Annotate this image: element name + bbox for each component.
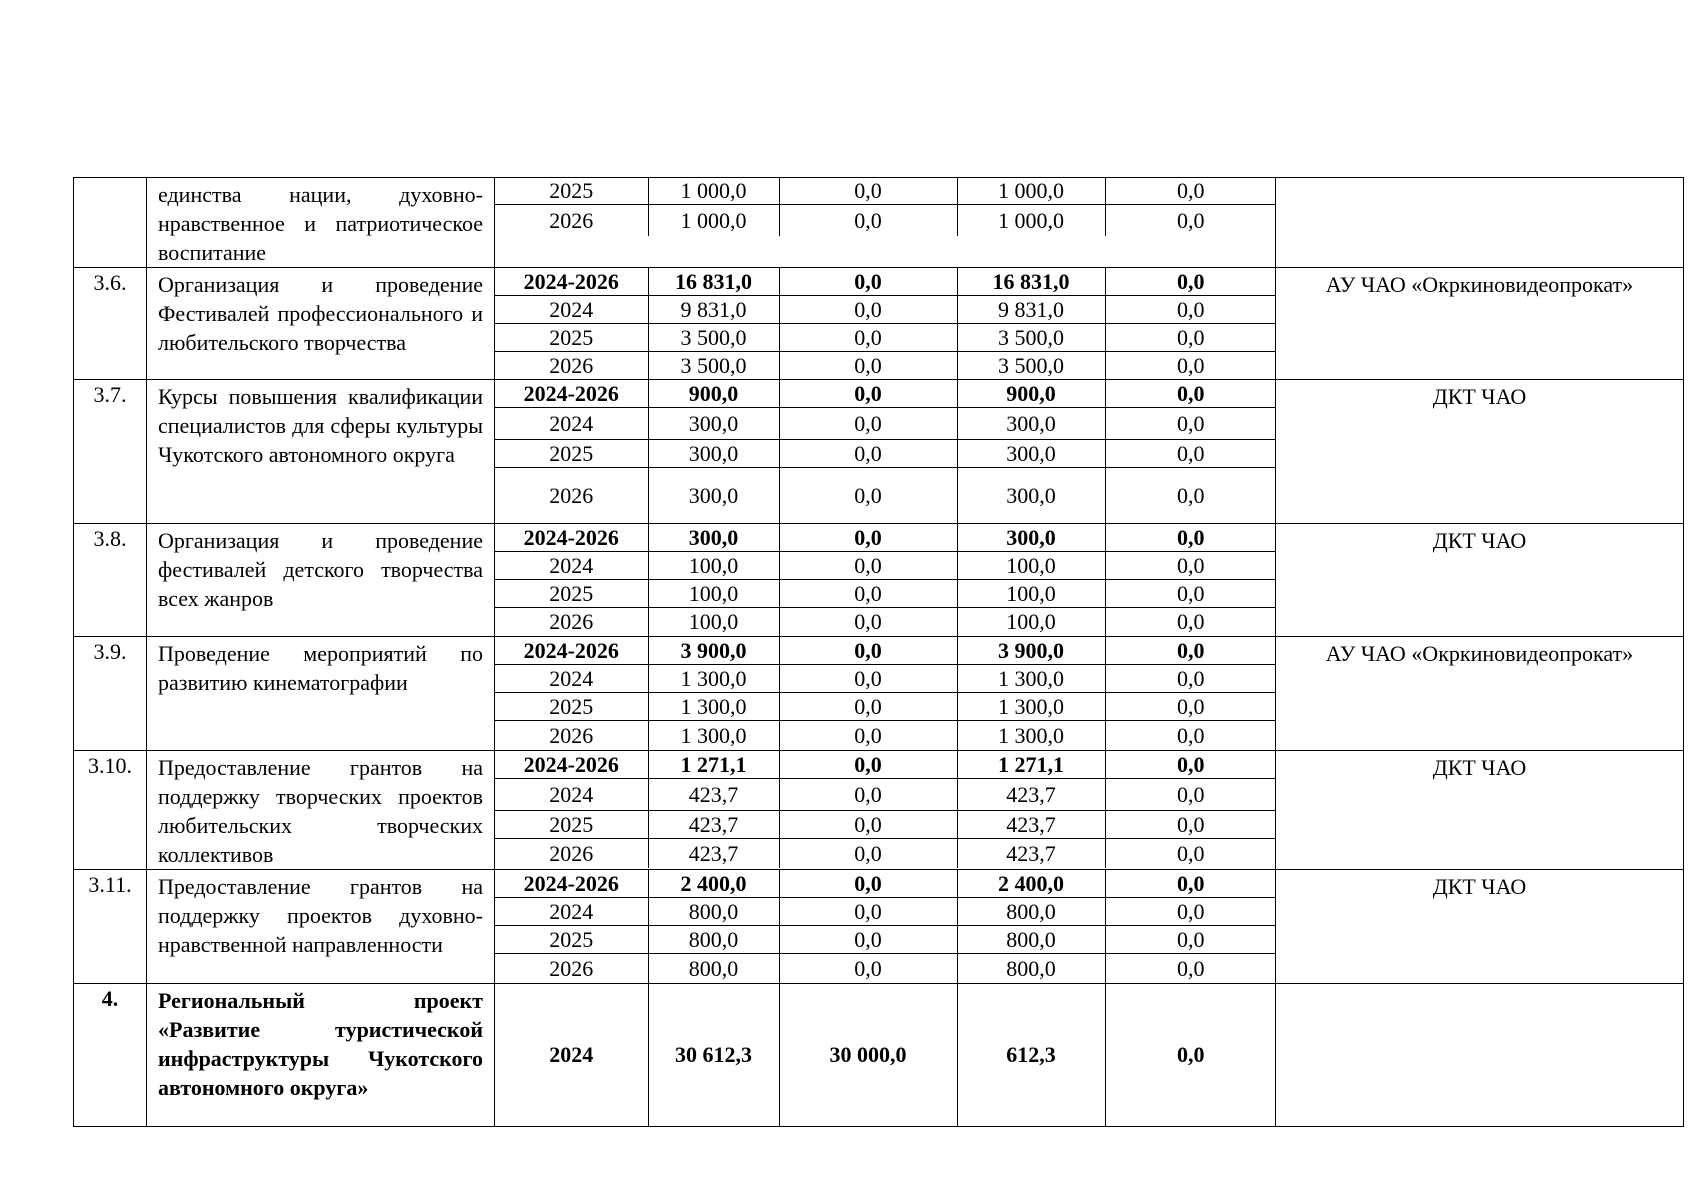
funding-reg: 1 300,0 — [957, 721, 1105, 751]
funding-fed: 0,0 — [779, 839, 957, 869]
funding-other: 0,0 — [1177, 955, 1205, 981]
funding-other: 0,0 — [1105, 380, 1276, 408]
funding-reg: 423,7 — [957, 779, 1105, 811]
funding-breakdown — [495, 637, 1276, 751]
funding-fed: 0,0 — [779, 205, 957, 237]
funding-line — [495, 637, 1276, 665]
table-row — [74, 268, 1684, 380]
funding-year: 2026 — [495, 839, 648, 869]
funding-reg: 300,0 — [957, 468, 1105, 524]
funding-line — [495, 268, 1276, 296]
funding-fed: 0,0 — [779, 408, 957, 440]
row-number: 3.6. — [74, 268, 147, 380]
funding-fed: 0,0 — [779, 926, 957, 954]
funding-line — [495, 665, 1276, 693]
funding-line — [495, 440, 1276, 468]
funding-other: 0,0 — [1105, 751, 1276, 779]
funding-fed: 30 000,0 — [779, 984, 957, 1126]
funding-subtable — [495, 637, 1276, 750]
funding-year: 2024 — [495, 552, 648, 580]
funding-subtable — [495, 984, 1276, 1126]
funding-breakdown — [495, 870, 1276, 984]
funding-reg: 300,0 — [957, 440, 1105, 468]
funding-fed: 0,0 — [779, 811, 957, 839]
funding-total: 300,0 — [648, 408, 779, 440]
funding-total: 423,7 — [648, 811, 779, 839]
funding-line — [495, 898, 1276, 926]
funding-total: 1 000,0 — [648, 178, 779, 205]
funding-other: 0,0 — [1177, 352, 1205, 378]
funding-other: 0,0 — [1105, 870, 1276, 898]
funding-fed: 0,0 — [779, 324, 957, 352]
funding-year: 2024-2026 — [495, 380, 648, 408]
row-number: 3.7. — [74, 380, 147, 524]
funding-other: 0,0 — [1177, 722, 1205, 748]
funding-total: 800,0 — [648, 898, 779, 926]
funding-total: 800,0 — [648, 954, 779, 984]
row-description: Региональный проект «Развитие туристической инфраструктуры Чукотского автономного округа» — [147, 984, 495, 1127]
funding-fed: 0,0 — [779, 380, 957, 408]
table-row — [74, 870, 1684, 984]
funding-year: 2026 — [495, 468, 648, 524]
table-row — [74, 380, 1684, 524]
funding-reg: 1 300,0 — [957, 693, 1105, 721]
funding-total: 30 612,3 — [648, 984, 779, 1126]
funding-year: 2025 — [495, 580, 648, 608]
funding-breakdown — [495, 268, 1276, 380]
funding-fed: 0,0 — [779, 524, 957, 552]
funding-reg: 300,0 — [957, 408, 1105, 440]
funding-total: 423,7 — [648, 839, 779, 869]
executor: ДКТ ЧАО — [1276, 380, 1684, 524]
funding-line — [495, 408, 1276, 440]
funding-other: 0,0 — [1177, 609, 1205, 634]
row-number: 3.11. — [74, 870, 147, 984]
funding-line — [495, 178, 1276, 205]
funding-line — [495, 779, 1276, 811]
table-row — [74, 524, 1684, 637]
funding-reg: 800,0 — [957, 954, 1105, 984]
funding-year: 2025 — [495, 178, 648, 205]
funding-total: 423,7 — [648, 779, 779, 811]
funding-total: 800,0 — [648, 926, 779, 954]
executor: ДКТ ЧАО — [1276, 870, 1684, 984]
row-description: Предоставление грантов на поддержку творческих проектов любительских творческих коллективов — [147, 751, 495, 870]
funding-line — [495, 468, 1276, 524]
funding-reg: 100,0 — [957, 608, 1105, 637]
funding-year: 2024 — [495, 898, 648, 926]
funding-other: 0,0 — [1105, 779, 1276, 811]
row-description: Проведение мероприятий по развитию кинематографии — [147, 637, 495, 751]
funding-year: 2025 — [495, 693, 648, 721]
funding-year: 2024-2026 — [495, 870, 648, 898]
funding-line — [495, 811, 1276, 839]
funding-line — [495, 352, 1276, 380]
funding-reg: 16 831,0 — [957, 268, 1105, 296]
row-description: единства нации, духовно-нравственное и патриотическое воспитание — [147, 178, 495, 268]
funding-fed: 0,0 — [779, 693, 957, 721]
funding-breakdown — [495, 380, 1276, 524]
funding-total: 300,0 — [648, 524, 779, 552]
funding-reg: 1 271,1 — [957, 751, 1105, 779]
funding-year: 2024-2026 — [495, 751, 648, 779]
funding-year: 2026 — [495, 954, 648, 984]
funding-other: 0,0 — [1105, 665, 1276, 693]
executor: АУ ЧАО «Окркиновидеопрокат» — [1276, 268, 1684, 380]
funding-fed: 0,0 — [779, 352, 957, 380]
funding-year: 2024-2026 — [495, 524, 648, 552]
funding-other: 0,0 — [1105, 926, 1276, 954]
funding-other: 0,0 — [1105, 552, 1276, 580]
funding-reg: 100,0 — [957, 580, 1105, 608]
funding-year: 2024 — [495, 296, 648, 324]
executor — [1276, 178, 1684, 268]
funding-other: 0,0 — [1105, 693, 1276, 721]
funding-other: 0,0 — [1105, 408, 1276, 440]
funding-subtable — [495, 268, 1276, 379]
table-row — [74, 637, 1684, 751]
funding-breakdown — [495, 984, 1276, 1127]
funding-total: 3 500,0 — [648, 324, 779, 352]
funding-other: 0,0 — [1105, 637, 1276, 665]
program-table — [73, 177, 1684, 1127]
funding-line — [495, 380, 1276, 408]
funding-year: 2024 — [495, 408, 648, 440]
funding-year: 2025 — [495, 926, 648, 954]
funding-year: 2024 — [495, 779, 648, 811]
funding-fed: 0,0 — [779, 870, 957, 898]
funding-total: 100,0 — [648, 552, 779, 580]
funding-other: 0,0 — [1105, 296, 1276, 324]
funding-fed: 0,0 — [779, 178, 957, 205]
funding-fed: 0,0 — [779, 552, 957, 580]
funding-year: 2025 — [495, 440, 648, 468]
funding-fed: 0,0 — [779, 721, 957, 751]
funding-year: 2026 — [495, 721, 648, 751]
funding-other: 0,0 — [1105, 268, 1276, 296]
funding-fed: 0,0 — [779, 751, 957, 779]
funding-total: 16 831,0 — [648, 268, 779, 296]
funding-line — [495, 954, 1276, 984]
funding-line — [495, 608, 1276, 637]
funding-fed: 0,0 — [779, 779, 957, 811]
funding-year: 2024 — [495, 984, 648, 1126]
funding-total: 3 500,0 — [648, 352, 779, 380]
funding-total: 9 831,0 — [648, 296, 779, 324]
funding-other: 0,0 — [1105, 440, 1276, 468]
funding-reg: 3 500,0 — [957, 352, 1105, 380]
funding-fed: 0,0 — [779, 468, 957, 524]
funding-fed: 0,0 — [779, 440, 957, 468]
table-row — [74, 984, 1684, 1127]
funding-line — [495, 870, 1276, 898]
funding-fed: 0,0 — [779, 580, 957, 608]
funding-reg: 900,0 — [957, 380, 1105, 408]
funding-reg: 1 300,0 — [957, 665, 1105, 693]
funding-other: 0,0 — [1105, 178, 1276, 205]
funding-reg: 1 000,0 — [957, 178, 1105, 205]
funding-subtable — [495, 380, 1276, 523]
funding-line — [495, 552, 1276, 580]
funding-year: 2026 — [495, 205, 648, 237]
funding-year: 2026 — [495, 608, 648, 637]
row-description: Организация и проведение фестивалей детского творчества всех жанров — [147, 524, 495, 637]
funding-fed: 0,0 — [779, 637, 957, 665]
funding-line — [495, 839, 1276, 869]
funding-reg: 1 000,0 — [957, 205, 1105, 237]
funding-other: 0,0 — [1177, 1042, 1205, 1067]
funding-year: 2024-2026 — [495, 268, 648, 296]
table-row — [74, 751, 1684, 870]
funding-other: 0,0 — [1105, 580, 1276, 608]
funding-reg: 3 500,0 — [957, 324, 1105, 352]
funding-total: 1 300,0 — [648, 693, 779, 721]
funding-line — [495, 984, 1276, 1126]
funding-other: 0,0 — [1105, 324, 1276, 352]
funding-reg: 2 400,0 — [957, 870, 1105, 898]
funding-line — [495, 524, 1276, 552]
funding-other: 0,0 — [1105, 524, 1276, 552]
executor: ДКТ ЧАО — [1276, 524, 1684, 637]
executor: АУ ЧАО «Окркиновидеопрокат» — [1276, 637, 1684, 751]
funding-other: 0,0 — [1177, 840, 1205, 866]
funding-year: 2024 — [495, 665, 648, 693]
funding-reg: 612,3 — [957, 984, 1105, 1126]
funding-year: 2025 — [495, 811, 648, 839]
funding-total: 2 400,0 — [648, 870, 779, 898]
funding-line — [495, 205, 1276, 237]
funding-total: 1 000,0 — [648, 205, 779, 237]
funding-reg: 100,0 — [957, 552, 1105, 580]
funding-subtable — [495, 751, 1276, 868]
funding-line — [495, 751, 1276, 779]
funding-total: 100,0 — [648, 580, 779, 608]
funding-breakdown — [495, 751, 1276, 870]
funding-fed: 0,0 — [779, 608, 957, 637]
funding-year: 2025 — [495, 324, 648, 352]
funding-other: 0,0 — [1105, 811, 1276, 839]
funding-reg: 423,7 — [957, 811, 1105, 839]
funding-fed: 0,0 — [779, 898, 957, 926]
funding-subtable — [495, 178, 1276, 236]
funding-line — [495, 580, 1276, 608]
funding-breakdown — [495, 178, 1276, 268]
funding-reg: 3 900,0 — [957, 637, 1105, 665]
funding-subtable — [495, 524, 1276, 636]
funding-other: 0,0 — [1105, 898, 1276, 926]
table-row — [74, 178, 1684, 268]
funding-fed: 0,0 — [779, 268, 957, 296]
funding-fed: 0,0 — [779, 954, 957, 984]
funding-total: 300,0 — [648, 440, 779, 468]
funding-year: 2024-2026 — [495, 637, 648, 665]
funding-reg: 800,0 — [957, 898, 1105, 926]
funding-line — [495, 926, 1276, 954]
row-description: Предоставление грантов на поддержку проектов духовно-нравственной направленности — [147, 870, 495, 984]
funding-other: 0,0 — [1177, 482, 1205, 508]
funding-line — [495, 693, 1276, 721]
funding-total: 3 900,0 — [648, 637, 779, 665]
funding-line — [495, 324, 1276, 352]
row-description: Организация и проведение Фестивалей профессионального и любительского творчества — [147, 268, 495, 380]
funding-reg: 800,0 — [957, 926, 1105, 954]
executor — [1276, 984, 1684, 1127]
funding-reg: 300,0 — [957, 524, 1105, 552]
funding-total: 900,0 — [648, 380, 779, 408]
funding-other: 0,0 — [1177, 207, 1205, 233]
executor: ДКТ ЧАО — [1276, 751, 1684, 870]
funding-line — [495, 721, 1276, 751]
funding-total: 1 300,0 — [648, 665, 779, 693]
funding-reg: 423,7 — [957, 839, 1105, 869]
program-table-body — [74, 178, 1684, 1127]
row-description: Курсы повышения квалификации специалистов для сферы культуры Чукотского автономного округа — [147, 380, 495, 524]
funding-reg: 9 831,0 — [957, 296, 1105, 324]
row-number: 3.9. — [74, 637, 147, 751]
row-number: 3.8. — [74, 524, 147, 637]
funding-line — [495, 296, 1276, 324]
funding-total: 100,0 — [648, 608, 779, 637]
funding-year: 2026 — [495, 352, 648, 380]
funding-fed: 0,0 — [779, 665, 957, 693]
funding-total: 300,0 — [648, 468, 779, 524]
funding-subtable — [495, 870, 1276, 983]
funding-total: 1 271,1 — [648, 751, 779, 779]
funding-fed: 0,0 — [779, 296, 957, 324]
row-number: 4. — [74, 984, 147, 1127]
funding-total: 1 300,0 — [648, 721, 779, 751]
funding-breakdown — [495, 524, 1276, 637]
row-number — [74, 178, 147, 268]
row-number: 3.10. — [74, 751, 147, 870]
